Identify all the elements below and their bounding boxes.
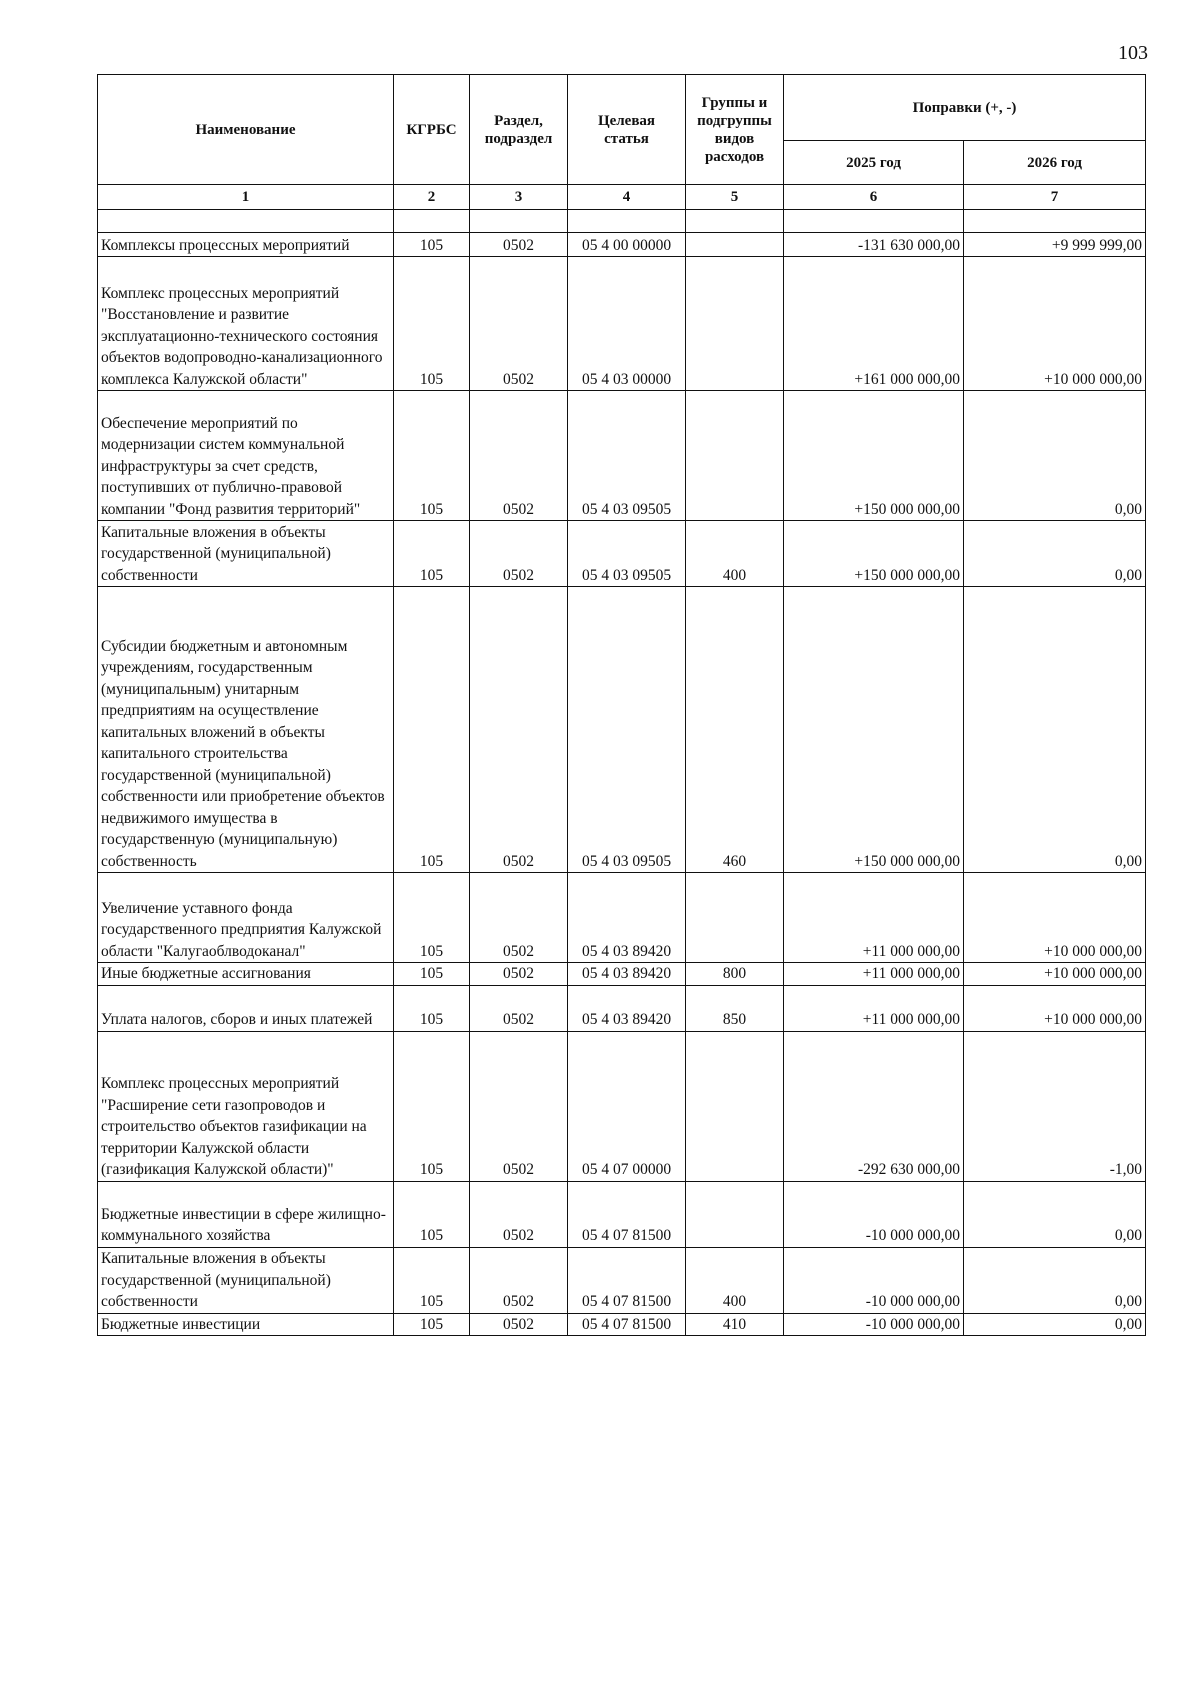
row-target: 05 4 03 09505 — [568, 521, 686, 587]
row-amount-2026: 0,00 — [964, 391, 1146, 521]
row-section: 0502 — [470, 521, 568, 587]
row-amount-2025: +150 000 000,00 — [784, 587, 964, 873]
row-kgrbs: 105 — [394, 1031, 470, 1181]
row-name: Бюджетные инвестиции в сфере жилищно-коммунального хозяйства — [98, 1181, 394, 1247]
table-row — [98, 233, 1146, 257]
table-row — [98, 1031, 1146, 1181]
budget-amendments-table — [97, 74, 1146, 1336]
table-row — [98, 1313, 1146, 1336]
row-name: Капитальные вложения в объекты государственной (муниципальной) собственности — [98, 521, 394, 587]
row-amount-2025: -131 630 000,00 — [784, 233, 964, 257]
row-name: Субсидии бюджетным и автономным учреждениям, государственным (муниципальным) унитарным предприятиям на осуществление капитальных вложений в объекты капитального строительства государственной (муниципальной) собственности или приобретение объектов недвижимого имущества в государственную (муниципальную) собственность — [98, 587, 394, 873]
row-kgrbs: 105 — [394, 963, 470, 986]
row-amount-2026: 0,00 — [964, 1181, 1146, 1247]
row-section: 0502 — [470, 1247, 568, 1313]
row-target: 05 4 03 89420 — [568, 873, 686, 963]
table-row — [98, 391, 1146, 521]
row-amount-2026: 0,00 — [964, 1313, 1146, 1336]
row-kgrbs: 105 — [394, 391, 470, 521]
row-group: 400 — [686, 521, 784, 587]
row-group: 800 — [686, 963, 784, 986]
header-year-2026: 2026 год — [964, 141, 1146, 185]
row-target: 05 4 07 00000 — [568, 1031, 686, 1181]
row-group — [686, 1181, 784, 1247]
row-amount-2026: -1,00 — [964, 1031, 1146, 1181]
table-row — [98, 985, 1146, 1031]
row-group — [686, 1031, 784, 1181]
row-amount-2025: -10 000 000,00 — [784, 1181, 964, 1247]
row-amount-2025: -10 000 000,00 — [784, 1313, 964, 1336]
row-kgrbs: 105 — [394, 521, 470, 587]
column-number: 4 — [568, 185, 686, 210]
row-section: 0502 — [470, 1313, 568, 1336]
row-amount-2025: +11 000 000,00 — [784, 963, 964, 986]
row-name: Комплексы процессных мероприятий — [98, 233, 394, 257]
row-amount-2026: +10 000 000,00 — [964, 257, 1146, 391]
header-groups: Группы и подгруппы видов расходов — [686, 75, 784, 185]
column-number: 7 — [964, 185, 1146, 210]
row-target: 05 4 07 81500 — [568, 1247, 686, 1313]
row-group: 460 — [686, 587, 784, 873]
spacer-row — [98, 210, 1146, 233]
row-amount-2026: 0,00 — [964, 521, 1146, 587]
row-group — [686, 873, 784, 963]
row-section: 0502 — [470, 1181, 568, 1247]
table-row — [98, 1247, 1146, 1313]
header-name: Наименование — [98, 75, 394, 185]
row-target: 05 4 00 00000 — [568, 233, 686, 257]
table-row — [98, 587, 1146, 873]
header-section: Раздел, подраздел — [470, 75, 568, 185]
table-row — [98, 873, 1146, 963]
row-section: 0502 — [470, 233, 568, 257]
row-name: Обеспечение мероприятий по модернизации систем коммунальной инфраструктуры за счет средств, поступивших от публично-правовой компании "Фонд развития территорий" — [98, 391, 394, 521]
column-number: 3 — [470, 185, 568, 210]
header-kgrbs: КГРБС — [394, 75, 470, 185]
column-number: 2 — [394, 185, 470, 210]
row-name: Бюджетные инвестиции — [98, 1313, 394, 1336]
row-group — [686, 233, 784, 257]
row-name: Уплата налогов, сборов и иных платежей — [98, 985, 394, 1031]
row-kgrbs: 105 — [394, 873, 470, 963]
row-target: 05 4 03 09505 — [568, 391, 686, 521]
row-section: 0502 — [470, 873, 568, 963]
row-section: 0502 — [470, 391, 568, 521]
row-name: Комплекс процессных мероприятий "Восстановление и развитие эксплуатационно-технического состояния объектов водопроводно-канализационного комплекса Калужской области" — [98, 257, 394, 391]
row-name: Иные бюджетные ассигнования — [98, 963, 394, 986]
row-section: 0502 — [470, 1031, 568, 1181]
row-amount-2025: +161 000 000,00 — [784, 257, 964, 391]
header-amendments: Поправки (+, -) — [784, 75, 1146, 141]
page-number: 103 — [1118, 42, 1148, 64]
row-group — [686, 391, 784, 521]
row-target: 05 4 03 00000 — [568, 257, 686, 391]
column-number-row — [98, 185, 1146, 210]
row-target: 05 4 03 09505 — [568, 587, 686, 873]
row-target: 05 4 03 89420 — [568, 985, 686, 1031]
table-row — [98, 1181, 1146, 1247]
row-amount-2025: +150 000 000,00 — [784, 391, 964, 521]
row-section: 0502 — [470, 963, 568, 986]
row-target: 05 4 03 89420 — [568, 963, 686, 986]
row-kgrbs: 105 — [394, 1313, 470, 1336]
row-kgrbs: 105 — [394, 1181, 470, 1247]
row-name: Капитальные вложения в объекты государственной (муниципальной) собственности — [98, 1247, 394, 1313]
table-row — [98, 521, 1146, 587]
row-name: Увеличение уставного фонда государственного предприятия Калужской области "Калугаоблводоканал" — [98, 873, 394, 963]
row-group — [686, 257, 784, 391]
row-amount-2025: +11 000 000,00 — [784, 873, 964, 963]
row-section: 0502 — [470, 257, 568, 391]
header-year-2025: 2025 год — [784, 141, 964, 185]
row-amount-2025: +150 000 000,00 — [784, 521, 964, 587]
row-group: 850 — [686, 985, 784, 1031]
header-target: Целевая статья — [568, 75, 686, 185]
row-group: 400 — [686, 1247, 784, 1313]
row-name: Комплекс процессных мероприятий "Расширение сети газопроводов и строительство объектов газификации на территории Калужской области (газификация Калужской области)" — [98, 1031, 394, 1181]
table-row — [98, 257, 1146, 391]
row-amount-2025: -10 000 000,00 — [784, 1247, 964, 1313]
row-kgrbs: 105 — [394, 587, 470, 873]
column-number: 1 — [98, 185, 394, 210]
row-section: 0502 — [470, 587, 568, 873]
row-kgrbs: 105 — [394, 233, 470, 257]
row-amount-2026: +10 000 000,00 — [964, 985, 1146, 1031]
row-amount-2025: -292 630 000,00 — [784, 1031, 964, 1181]
row-amount-2025: +11 000 000,00 — [784, 985, 964, 1031]
row-amount-2026: +10 000 000,00 — [964, 873, 1146, 963]
row-kgrbs: 105 — [394, 985, 470, 1031]
row-amount-2026: 0,00 — [964, 587, 1146, 873]
row-kgrbs: 105 — [394, 1247, 470, 1313]
row-section: 0502 — [470, 985, 568, 1031]
row-target: 05 4 07 81500 — [568, 1181, 686, 1247]
row-target: 05 4 07 81500 — [568, 1313, 686, 1336]
column-number: 5 — [686, 185, 784, 210]
row-amount-2026: +10 000 000,00 — [964, 963, 1146, 986]
row-amount-2026: +9 999 999,00 — [964, 233, 1146, 257]
table-row — [98, 963, 1146, 986]
column-number: 6 — [784, 185, 964, 210]
row-amount-2026: 0,00 — [964, 1247, 1146, 1313]
row-group: 410 — [686, 1313, 784, 1336]
row-kgrbs: 105 — [394, 257, 470, 391]
